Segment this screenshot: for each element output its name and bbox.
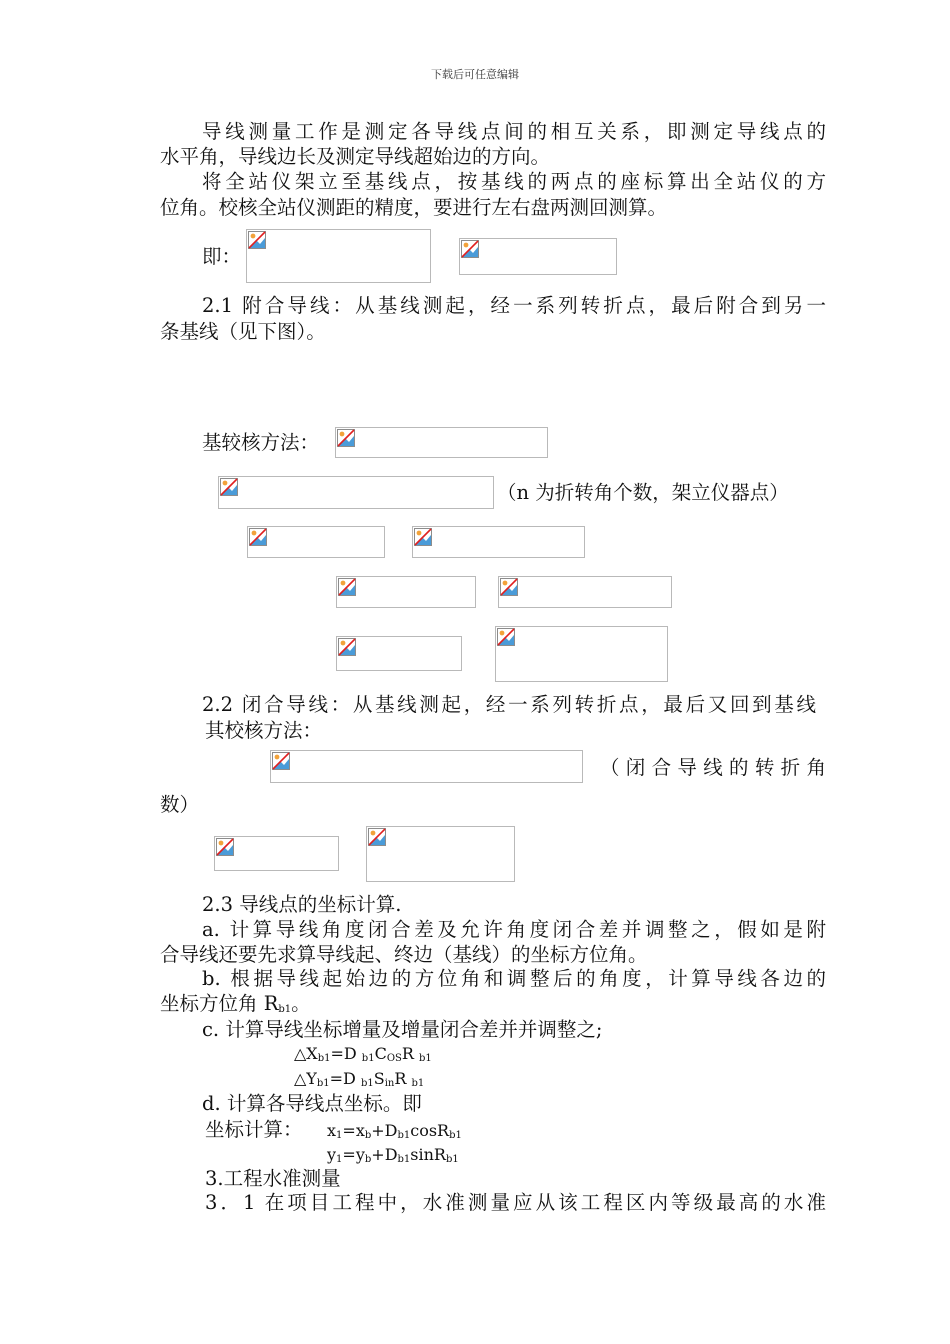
- sec23-d-line: d. 计算各导线点坐标。即: [202, 1092, 422, 1115]
- broken-image-icon: [337, 577, 359, 599]
- para1-line2: 水平角，导线边长及测定导线超始边的方向。: [160, 145, 551, 168]
- broken-image-icon: [367, 827, 389, 849]
- sec21-line1: 2.1 附合导线：从基线测起，经一系列转折点，最后附合到另一: [202, 294, 826, 317]
- para2-line1: 将全站仪架立至基线点，按基线的两点的座标算出全站仪的方: [202, 170, 826, 193]
- sec21-line2: 条基线（见下图）。: [160, 320, 326, 343]
- formula-image-5: [247, 526, 385, 558]
- broken-image-icon: [215, 837, 237, 859]
- sec23-b-line2: 坐标方位角 $R_{b1}$。: [160, 992, 311, 1015]
- coord-label: 坐标计算：: [205, 1118, 303, 1141]
- broken-image-icon: [336, 428, 358, 450]
- closed-note-cont: 数）: [160, 793, 200, 816]
- formula-image-4: [218, 476, 494, 509]
- sec22-line1: 2.2 闭合导线：从基线测起，经一系列转折点，最后又回到基线: [202, 693, 816, 716]
- para2-line2: 位角。校核全站仪测距的精度，要进行左右盘两测回测算。: [160, 196, 668, 219]
- sec23-b-line1: b. 根据导线起始边的方位角和调整后的角度，计算导线各边的: [202, 967, 826, 990]
- sec3-line1: 3．1 在项目工程中，水准测量应从该工程区内等级最高的水准: [205, 1191, 826, 1214]
- n-note: （n 为折转角个数，架立仪器点）: [497, 481, 789, 504]
- broken-image-icon: [337, 637, 359, 659]
- broken-image-icon: [499, 577, 521, 599]
- sec23-a-line2: 合导线还要先求算导线起、终边（基线）的坐标方位角。: [160, 943, 648, 966]
- ji-label: 即：: [202, 245, 242, 268]
- sec22-line2: 其校核方法：: [205, 719, 323, 742]
- broken-image-icon: [219, 477, 241, 499]
- formula-image-6: [412, 526, 585, 558]
- broken-image-icon: [496, 627, 518, 649]
- formula-y: $y_1=y_b+D_{b1}\sin R_{b1}$: [327, 1145, 459, 1165]
- sec3-title: 3.工程水准测量: [205, 1167, 341, 1190]
- formula-image-1: [246, 229, 431, 283]
- broken-image-icon: [247, 230, 269, 252]
- formula-image-10: [495, 626, 668, 682]
- formula-delta-x: $\triangle X_{b1}=D$ $_{b1}C_{OS}R$ $_{b1}$: [294, 1044, 432, 1064]
- check-method-label: 基较核方法：: [202, 431, 320, 454]
- formula-image-7: [336, 576, 476, 608]
- formula-image-12: [214, 836, 339, 871]
- formula-image-3: [335, 427, 548, 458]
- formula-x: $x_1=x_b+D_{b1}\cos R_{b1}$: [327, 1121, 462, 1141]
- sec23-title: 2.3 导线点的坐标计算.: [202, 893, 402, 916]
- page-header: 下载后可任意编辑: [431, 68, 519, 81]
- formula-image-9: [336, 636, 462, 671]
- formula-image-8: [498, 576, 672, 608]
- closed-note: （闭合导线的转折角: [600, 756, 826, 779]
- formula-delta-y: $\triangle Y_{b1}=D$ $_{b1}S_{in}R$ $_{b1}$: [294, 1069, 425, 1089]
- broken-image-icon: [271, 751, 293, 773]
- sec23-c-line: c. 计算导线坐标增量及增量闭合差并并调整之;: [202, 1018, 603, 1041]
- broken-image-icon: [248, 527, 270, 549]
- formula-image-2: [459, 238, 617, 275]
- formula-image-13: [366, 826, 515, 882]
- broken-image-icon: [413, 527, 435, 549]
- sec23-a-line1: a. 计算导线角度闭合差及允许角度闭合差并调整之，假如是附: [202, 918, 826, 941]
- broken-image-icon: [460, 239, 482, 261]
- para1-line1: 导线测量工作是测定各导线点间的相互关系，即测定导线点的: [202, 120, 826, 143]
- formula-image-11: [270, 750, 583, 783]
